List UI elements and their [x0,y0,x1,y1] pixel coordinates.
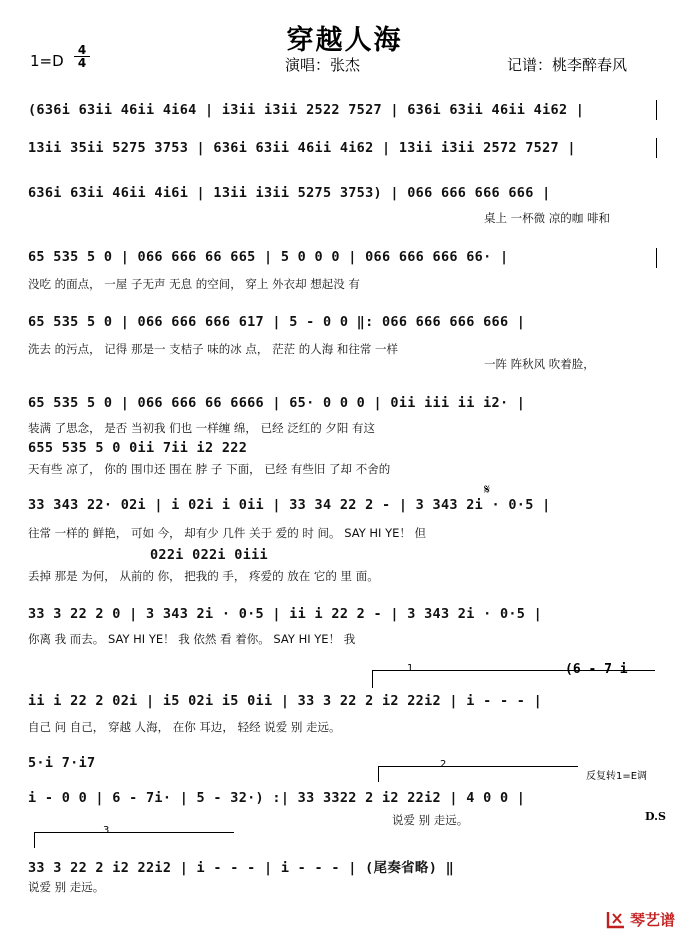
notator-credit: 记谱：桃李醉春风 [507,56,628,74]
notation-line: 655 535 5 0 0ii 7ii i2 222 [28,440,248,456]
notation-line: 33 3 22 2 i2 22i2 | i - - - | i - - - | (尾奏省略) ‖ [28,860,455,876]
notation-line: i - 0 0 | 6 - 7i· | 5 - 32·) :| 33 3322 2 i2 22i2 | 4 0 0 | [28,790,526,806]
lyric-line: 洗去 的污点， 记得 那是一 支桔子 味的冰 点， 茫茫 的人海 和往常 一样 [28,342,399,356]
song-title: 穿越人海 [286,25,403,56]
notation-line: 5·i 7·i7 [28,755,96,771]
volta-1-bracket-edge [372,670,373,688]
barline [656,138,657,158]
watermark-logo-icon [605,910,627,930]
notation-line: (636i 63ii 46ii 4i64 | i3ii i3ii 2522 7527 | 636i 63ii 46ii 4i62 | [28,102,585,118]
ds-marker: D.S [645,810,666,823]
lyric-line: 装满 了思念， 是否 当初我 们也 一样缠 绵， 已经 泛红的 夕阳 有这 [28,421,376,435]
key-change-note: 反复转1=E调 [586,771,648,782]
volta-3-bracket [34,832,234,833]
lyric-line: 自己 问 自己， 穿越 人海， 在你 耳边， 轻经 说爱 别 走远。 [28,720,341,734]
time-signature [74,44,90,69]
segno-sign: 𝄋 [484,482,491,498]
lyric-line: 你离 我 而去。 SAY HI YE！ 我 依然 看 着你。 SAY HI YE！ 我 [28,632,356,646]
volta-2-bracket-edge [378,766,379,782]
lyric-line: 说爱 别 走远。 [28,880,105,894]
volta-2-bracket [378,766,578,767]
notation-line: 022i 022i 0iii [150,547,268,563]
notation-line: 65 535 5 0 | 066 666 666 617 | 5 - 0 0 ‖: 066 666 666 666 | [28,314,526,330]
lyric-line: 往常 一样的 鲜艳， 可如 今， 却有少 几件 关于 爱的 时 间。 SAY HI YE！ 但 [28,526,427,540]
notation-line: 636i 63ii 46ii 4i6i | 13ii i3ii 5275 3753) | 066 666 666 666 | [28,185,551,201]
barline [656,248,657,268]
lyric-line: 说爱 别 走远。 [392,813,469,827]
barline [656,100,657,120]
watermark [605,909,675,930]
notation-line: 65 535 5 0 | 066 666 66 6666 | 65· 0 0 0 | 0ii iii ii i2· | [28,395,526,411]
singer-credit: 演唱：张杰 [285,56,361,74]
watermark-text: 琴艺谱 [629,911,675,929]
volta-3-label: 3 [103,825,110,836]
lyric-line: 一阵 阵秋风 吹着脸， [484,357,595,371]
volta-right-notes: (6 - 7 i [565,662,628,677]
lyric-line: 没吃 的面点， 一屋 子无声 无息 的空间， 穿上 外衣却 想起没 有 [28,277,360,291]
volta-1-label: 1 [407,663,414,674]
lyric-line: 桌上 一杯微 凉的咖 啡和 [484,211,610,225]
lyric-line: 天有些 凉了， 你的 围巾还 围在 脖 子 下面， 已经 有些旧 了却 不舍的 [28,462,391,476]
notation-line: ii i 22 2 02i | i5 02i i5 0ii | 33 3 22 2 i2 22i2 | i - - - | [28,693,543,709]
time-bottom: 4 [74,56,90,69]
volta-2-label: 2 [440,759,447,770]
notation-line: 33 3 22 2 0 | 3 343 2i · 0·5 | ii i 22 2 - | 3 343 2i · 0·5 | [28,606,543,622]
notation-line: 33 343 22· 02i | i 02i i 0ii | 33 34 22 2 - | 3 343 2i · 0·5 | [28,497,551,513]
volta-3-bracket-edge [34,832,35,848]
time-top: 4 [77,43,87,57]
lyric-line: 丢掉 那是 为何， 从前的 你， 把我的 手， 疼爱的 放在 它的 里 面。 [28,569,379,583]
key-signature: 1=D [30,52,64,70]
notation-line: 13ii 35ii 5275 3753 | 636i 63ii 46ii 4i62 | 13ii i3ii 2572 7527 | [28,140,576,156]
notation-line: 65 535 5 0 | 066 666 66 665 | 5 0 0 0 | 066 666 666 66· | [28,249,509,265]
